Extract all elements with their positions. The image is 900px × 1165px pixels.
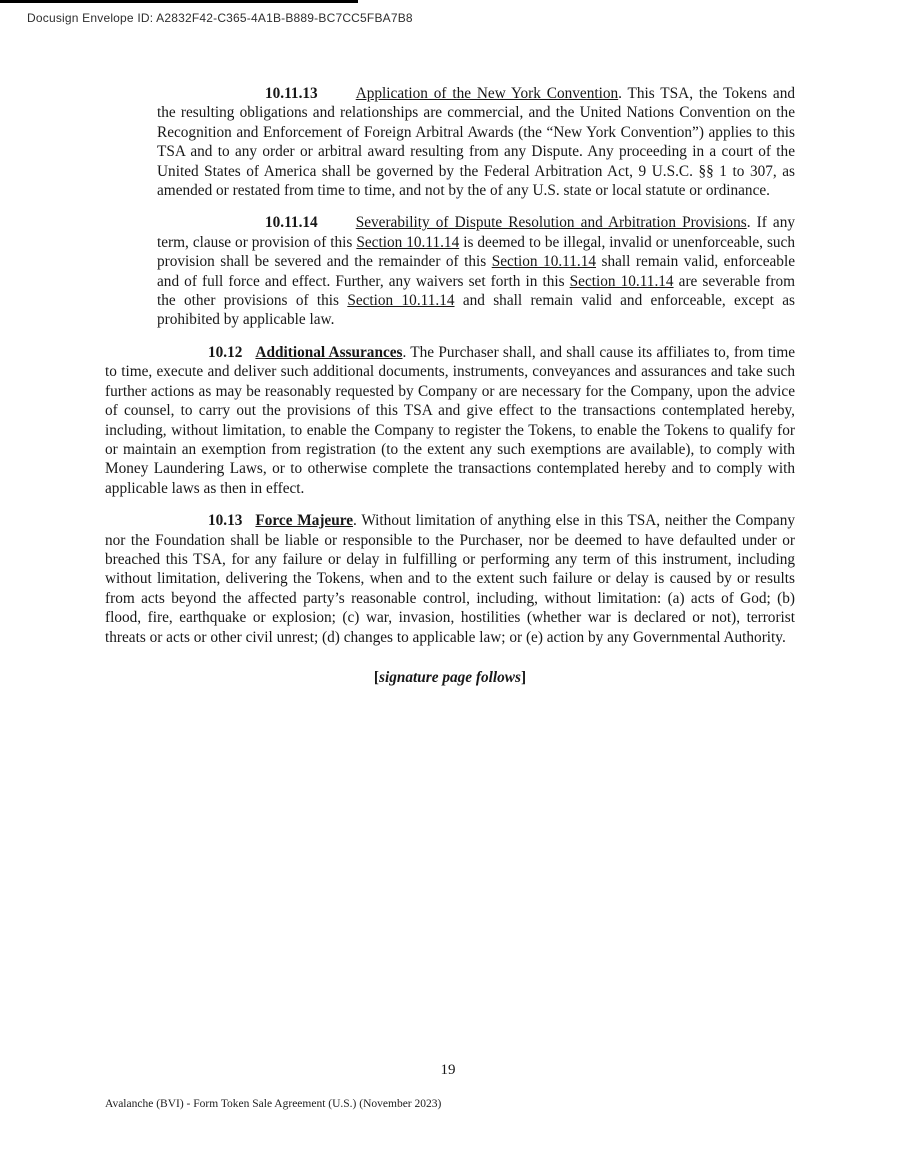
signature-note-text: signature page follows xyxy=(379,668,521,686)
section-heading: Additional Assurances xyxy=(255,343,403,361)
section-number: 10.11.13 xyxy=(265,85,318,102)
signature-bracket-close: ] xyxy=(520,668,527,686)
section-ref: Section 10.11.14 xyxy=(347,292,455,310)
page-number: 19 xyxy=(440,1062,456,1078)
paragraph-text: . This TSA, the Tokens and the resulting obligations and relationships are commercial, and the United Nations Convention on the Recognition and Enforcement of Foreign Arbitral Awards (the “New York Convention”) applies to this TSA and to any order or arbitral award resulting from any Dispute. Any proceeding in a court of the United States of America shall be governed by the Federal Arbitration Act, 9 U.S.C. §§ 1 to 307, as amended or restated from time to time, and not by the of any U.S. state or local statute or ordinance. xyxy=(157,85,795,200)
paragraph-text: . If any term, clause or provision of this xyxy=(157,214,795,251)
section-number: 10.11.14 xyxy=(265,214,318,232)
section-ref: Section 10.11.14 xyxy=(356,233,460,251)
paragraph-text: and shall remain valid and enforceable, except as prohibited by applicable law. xyxy=(157,292,795,329)
document-footer: Avalanche (BVI) - Form Token Sale Agreement (U.S.) (November 2023) xyxy=(105,1098,442,1110)
section-heading: Severability of Dispute Resolution and Arbitration Provisions xyxy=(355,214,747,232)
signature-note xyxy=(105,668,795,687)
paragraph-text: . The Purchaser shall, and shall cause its affiliates to, from time to time, execute and deliver such additional documents, instruments, conveyances and assurances and take such further actions as may be reasonably requested by Company or are necessary for the Company, upon the advice of counsel, to carry out the provisions of this TSA and give effect to the transactions contemplated hereby, including, without limitation, to enable the Company to register the Tokens, to enable the Tokens to qualify for or maintain an exemption from registration (to the extent any such exemptions are available), to comply with Money Laundering Laws, or to otherwise complete the transactions contemplated hereby and to comply with applicable laws as then in effect. xyxy=(105,343,796,497)
section-10-12 xyxy=(105,343,795,498)
document-body xyxy=(105,84,795,700)
scan-artifact-line xyxy=(0,0,358,3)
paragraph-text: are severable from the other provisions of this xyxy=(157,272,795,310)
signature-bracket-open: [ xyxy=(373,668,380,686)
section-10-11-14 xyxy=(157,213,795,329)
docusign-envelope-id: Docusign Envelope ID: A2832F42-C365-4A1B-B889-BC7CC5FBA7B8 xyxy=(27,11,413,25)
section-10-11-13 xyxy=(157,84,795,200)
paragraph-text: is deemed to be illegal, invalid or unenforceable, such provision shall be severed and the remainder of this xyxy=(157,233,795,271)
paragraph-text: shall remain valid, enforceable and of full force and effect. Further, any waivers set forth in this xyxy=(157,253,795,290)
section-heading: Application of the New York Convention xyxy=(355,85,619,102)
section-10-13 xyxy=(105,511,795,647)
section-number: 10.13 xyxy=(208,512,243,530)
section-ref: Section 10.11.14 xyxy=(569,272,674,290)
section-ref: Section 10.11.14 xyxy=(491,253,597,271)
section-number: 10.12 xyxy=(208,343,243,361)
paragraph-text: . Without limitation of anything else in this TSA, neither the Company nor the Foundation shall be liable or responsible to the Purchaser, nor be deemed to have defaulted under or breached this TSA, for any failure or delay in fulfilling or performing any term of this instrument, including without limitation, delivering the Tokens, when and to the extent such failure or delay is caused by or results from acts beyond the affected party’s reasonable control, including, without limitation: (a) acts of God; (b) flood, fire, earthquake or explosion; (c) war, invasion, hostilities (whether war is declared or not), terrorist threats or acts or other civil unrest; (d) changes to applicable law; or (e) action by any Governmental Authority. xyxy=(105,512,795,646)
section-heading: Force Majeure xyxy=(255,512,354,530)
